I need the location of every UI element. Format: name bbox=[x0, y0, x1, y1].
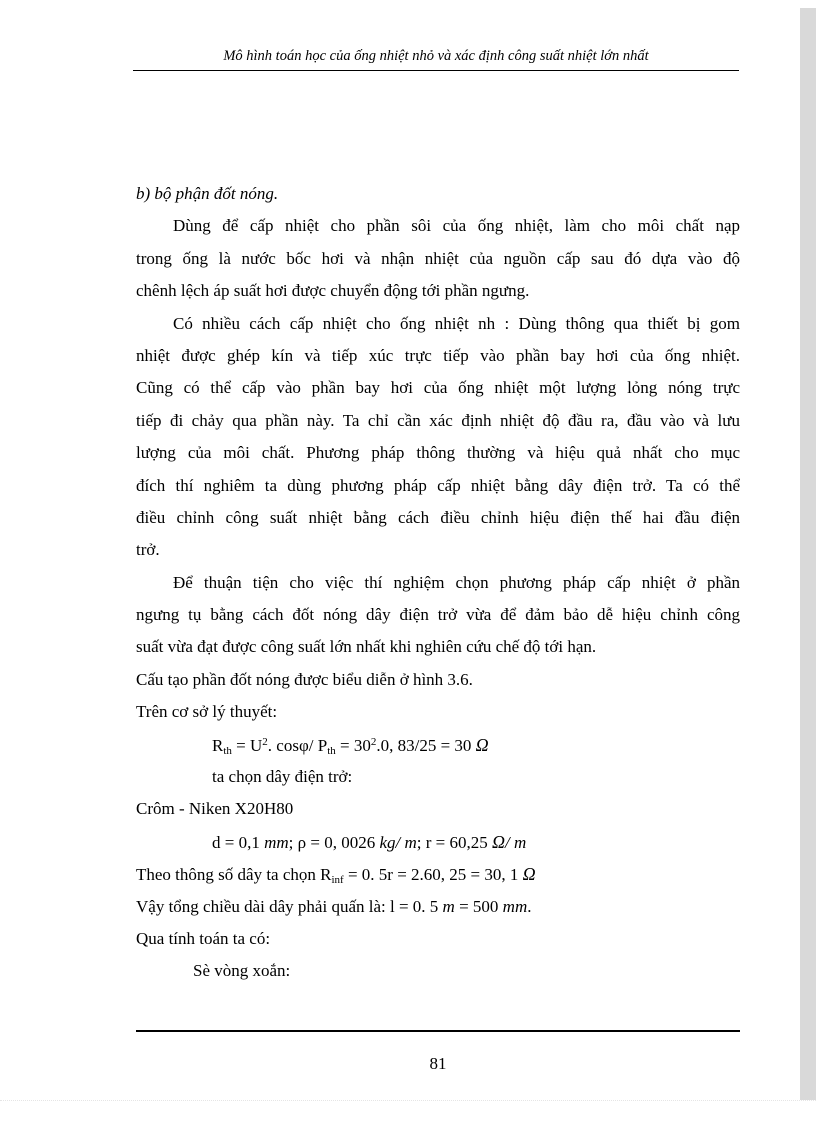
calc-line: Qua tính toán ta có: bbox=[136, 928, 271, 948]
choose-wire-line: ta chọn dây điện trở: bbox=[212, 767, 353, 787]
para2-line: tiếp đi chảy qua phần này. Ta chỉ cần xác định nhiệt độ đầu ra, đầu vào và lưu bbox=[136, 410, 740, 430]
formula-text: R bbox=[212, 735, 224, 755]
formula-text: = 30 bbox=[335, 735, 371, 755]
para2-line: điều chỉnh công suất nhiệt bằng cách điều chỉnh hiệu điện thế hai đầu điện bbox=[136, 507, 740, 527]
para2-line: Cũng có thể cấp vào phần bay hơi của ống nhiệt một lượng lỏng nóng trực bbox=[136, 378, 740, 398]
para2-line: Có nhiều cách cấp nhiệt cho ống nhiệt nh : Dùng thông qua thiết bị gom bbox=[173, 313, 740, 333]
para2-line: đích thí nghiêm ta dùng phương pháp cấp nhiệt bằng dây điện trở. Ta có thể bbox=[136, 475, 740, 495]
formula-subscript: inf bbox=[331, 874, 344, 887]
para1-line: Dùng để cấp nhiệt cho phần sôi của ống nhiệt, làm cho môi chất nạp bbox=[173, 216, 740, 236]
body-text bbox=[136, 178, 740, 988]
header-rule bbox=[133, 70, 739, 71]
running-header: Mô hình toán học của ống nhiệt nhỏ và xác định công suất nhiệt lớn nhất bbox=[223, 48, 649, 64]
footer-rule bbox=[136, 1030, 740, 1032]
unit-text: m bbox=[442, 896, 455, 916]
rinf-formula bbox=[136, 858, 740, 890]
formula-superscript: 2 bbox=[370, 735, 377, 748]
wire-params-formula bbox=[136, 826, 740, 858]
para2-line: trở. bbox=[136, 540, 160, 560]
formula-text: ; r = 60,25 bbox=[416, 832, 492, 852]
length-formula bbox=[136, 891, 740, 923]
para1-line: chênh lệch áp suất hơi được chuyển động tới phần ngưng. bbox=[136, 281, 530, 301]
formula-subscript: th bbox=[327, 744, 336, 757]
ohm-symbol: Ω bbox=[522, 864, 536, 885]
theory-line: Trên cơ sở lý thuyết: bbox=[136, 702, 278, 722]
formula-text: d = 0,1 bbox=[212, 832, 265, 852]
page-shadow-right bbox=[800, 8, 816, 1123]
formula-text: Theo thông số dây ta chọn R bbox=[136, 865, 332, 885]
page-number: 81 bbox=[429, 1054, 447, 1073]
para3-line: ngưng tụ bằng cách đốt nóng dây điện trở vừa để đảm bảo dễ hiệu chỉnh công bbox=[136, 605, 740, 625]
turns-line: Sè vòng xoắn: bbox=[193, 961, 291, 981]
formula-text: Vậy tổng chiều dài dây phải quấn là: l = 0. 5 bbox=[136, 896, 443, 916]
formula-text: = U bbox=[231, 735, 263, 755]
para2-line: nhiệt được ghép kín và tiếp xúc trực tiếp vào phần bay hơi của ống nhiệt. bbox=[136, 345, 740, 365]
ohm-symbol: Ω bbox=[491, 831, 506, 852]
formula-text: = 500 bbox=[454, 896, 503, 916]
formula-text: . bbox=[527, 896, 532, 916]
unit-text: / m bbox=[505, 832, 527, 852]
page-shadow-bottom bbox=[0, 1100, 816, 1124]
resistance-formula bbox=[136, 729, 740, 761]
para3-line: Để thuận tiện cho việc thí nghiệm chọn phương pháp cấp nhiệt ở phần bbox=[173, 572, 740, 592]
ohm-symbol: Ω bbox=[475, 734, 489, 755]
unit-text: kg/ m bbox=[379, 832, 417, 852]
formula-superscript: 2 bbox=[262, 735, 268, 748]
formula-text: = 0. 5r = 2.60, 25 = 30, 1 bbox=[343, 865, 523, 885]
para1-line: trong ống là nước bốc hơi và nhận nhiệt của nguồn cấp sau đó dựa vào độ bbox=[136, 248, 740, 268]
unit-text: mm bbox=[264, 832, 289, 852]
material-line: Crôm - Niken X20H80 bbox=[136, 799, 294, 819]
formula-text: ; ρ = 0, 0026 bbox=[288, 832, 380, 852]
formula-text: .0, 83/25 = 30 bbox=[376, 735, 476, 755]
structure-line: Cấu tạo phần đốt nóng được biểu diễn ở hình 3.6. bbox=[136, 669, 473, 689]
para2-line: lượng của môi chất. Phương pháp thông thường và hiệu quả nhất cho mục bbox=[136, 443, 740, 463]
formula-text: . cosφ/ P bbox=[267, 735, 328, 755]
para3-line: suất vừa đạt được công suất lớn nhất khi nghiên cứu chế độ tới hạn. bbox=[136, 637, 597, 657]
formula-subscript: th bbox=[223, 744, 232, 757]
unit-text: mm bbox=[502, 896, 528, 916]
section-title: b) bộ phận đốt nóng. bbox=[136, 184, 279, 203]
